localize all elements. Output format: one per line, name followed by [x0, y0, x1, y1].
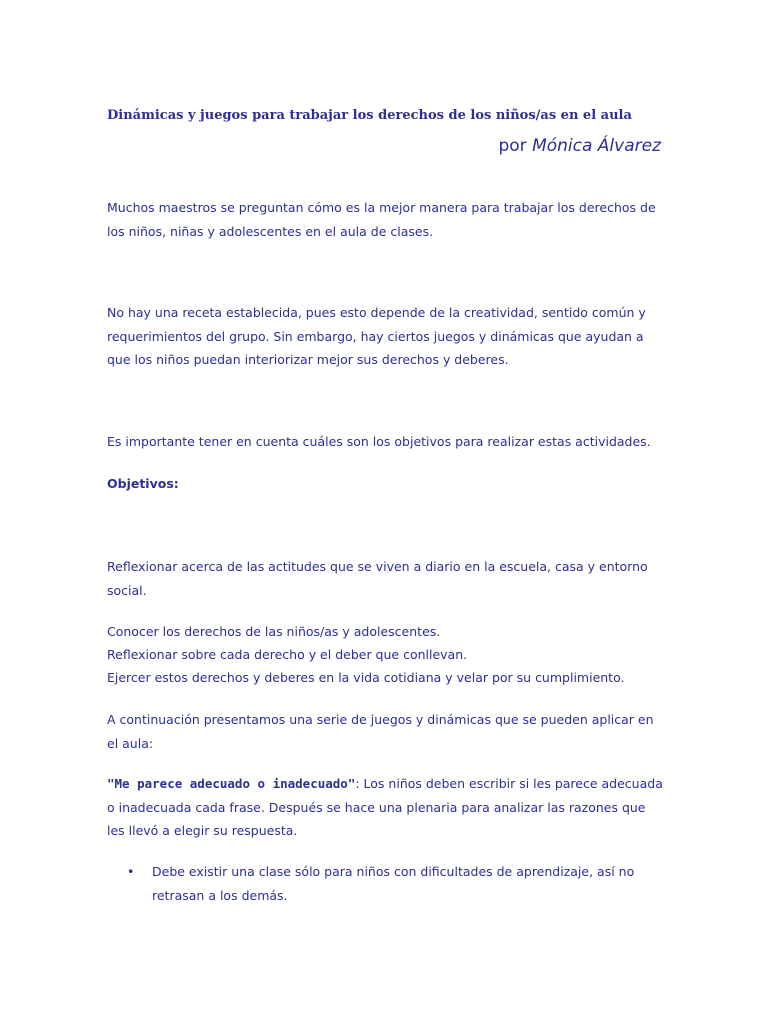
game-title: "Me parece adecuado o inadecuado" [107, 776, 356, 791]
objective-item: Reflexionar acerca de las actitudes que se viven a diario en la escuela, casa y entorno social. [107, 559, 648, 598]
document-title: Dinámicas y juegos para trabajar los derechos de los niños/as en el aula [107, 108, 632, 123]
objective-item: Reflexionar sobre cada derecho y el deber que conllevan. [107, 647, 468, 662]
intro-paragraph: Muchos maestros se preguntan cómo es la mejor manera para trabajar los derechos de los niños, niñas y adolescentes en el aula de clases. [107, 200, 656, 239]
objective-item: Ejercer estos derechos y deberes en la vida cotidiana y velar por su cumplimiento. [107, 670, 625, 685]
context-paragraph: No hay una receta establecida, pues esto depende de la creatividad, sentido común y requerimientos del grupo. Sin embargo, hay ciertos juegos y dinámicas que ayudan a que los niños puedan interiorizar mejor sus derechos y deberes. [107, 305, 646, 367]
author-name: Mónica Álvarez [532, 136, 661, 156]
objectives-intro-paragraph: Es importante tener en cuenta cuáles son los objetivos para realizar estas actividades. [107, 434, 651, 449]
list-item-text: Debe existir una clase sólo para niños con dificultades de aprendizaje, así no retrasan a los demás. [152, 864, 635, 903]
objectives-heading: Objetivos: [107, 476, 179, 491]
objective-item: Conocer los derechos de las niños/as y adolescentes. [107, 624, 441, 639]
statement-list [107, 860, 667, 908]
game-description: : Los niños deben escribir si les parece adecuada o inadecuada cada frase. Después se hace una plenaria para analizar las razones que les llevó a elegir su respuesta. [107, 776, 663, 838]
game-paragraph [107, 772, 667, 843]
author-line [498, 134, 661, 158]
author-prefix: por [498, 136, 527, 156]
games-intro-paragraph: A continuación presentamos una serie de juegos y dinámicas que se pueden aplicar en el aula: [107, 712, 654, 751]
bullet-icon: • [127, 864, 135, 879]
list-item [107, 860, 667, 908]
